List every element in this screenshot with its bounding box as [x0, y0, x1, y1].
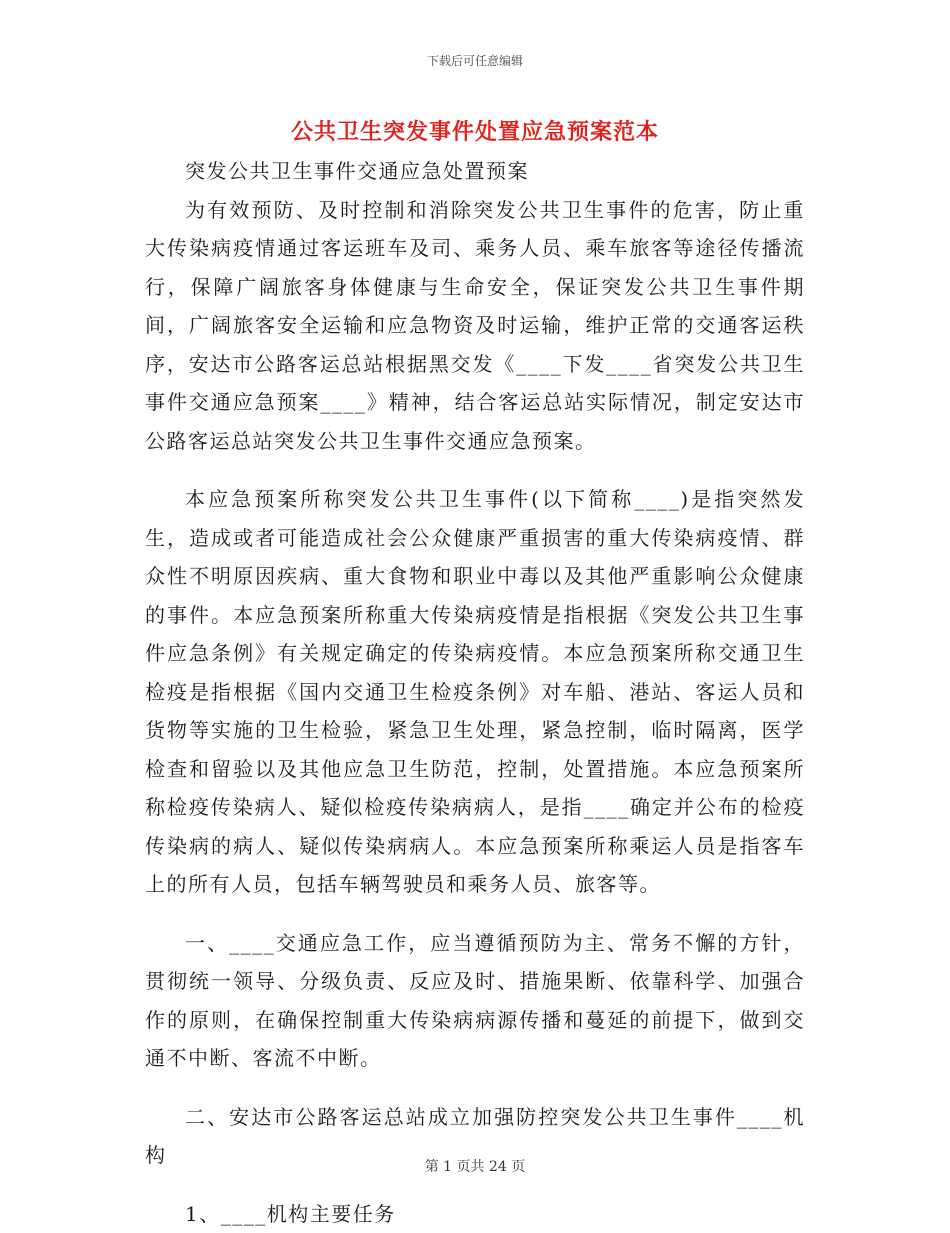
section-one-paragraph: 一、____交通应急工作，应当遵循预防为主、常务不懈的方针，贯彻统一领导、分级负责、反应及时、措施果断、依靠科学、加强合作的原则，在确保控制重大传染病病源传播和蔓延的前提下，做到交通不中断、客流不中断。 [145, 924, 805, 1078]
document-title: 公共卫生突发事件处置应急预案范本 [0, 115, 950, 146]
page-footer: 第 1 页共 24 页 [0, 1156, 950, 1176]
subsection-heading: 1、____机构主要任务 [145, 1195, 805, 1233]
intro-paragraph: 为有效预防、及时控制和消除突发公共卫生事件的危害，防止重大传染病疫情通过客运班车及司、乘务人员、乘车旅客等途径传播流行，保障广阔旅客身体健康与生命安全，保证突发公共卫生事件期间，广阔旅客安全运输和应急物资及时运输，维护正常的交通客运秩序，安达市公路客运总站根据黑交发《____下发____省突发公共卫生事件交通应急预案____》精神，结合客运总站实际情况，制定安达市公路客运总站突发公共卫生事件交通应急预案。 [145, 191, 805, 461]
header-note: 下载后可任意编辑 [0, 52, 950, 69]
section-two-heading: 二、安达市公路客运总站成立加强防控突发公共卫生事件____机构 [145, 1098, 805, 1175]
document-body [145, 152, 805, 1233]
subtitle-paragraph: 突发公共卫生事件交通应急处置预案 [145, 152, 805, 191]
definition-paragraph: 本应急预案所称突发公共卫生事件(以下简称____)是指突然发生，造成或者可能造成社会公众健康严重损害的重大传染病疫情、群众性不明原因疾病、重大食物和职业中毒以及其他严重影响公众健康的事件。本应急预案所称重大传染病疫情是指根据《突发公共卫生事件应急条例》有关规定确定的传染病疫情。本应急预案所称交通卫生检疫是指根据《国内交通卫生检疫条例》对车船、港站、客运人员和货物等实施的卫生检验，紧急卫生处理，紧急控制，临时隔离，医学检查和留验以及其他应急卫生防范，控制，处置措施。本应急预案所称检疫传染病人、疑似检疫传染病病人，是指____确定并公布的检疫传染病的病人、疑似传染病病人。本应急预案所称乘运人员是指客车上的所有人员，包括车辆驾驶员和乘务人员、旅客等。 [145, 480, 805, 904]
